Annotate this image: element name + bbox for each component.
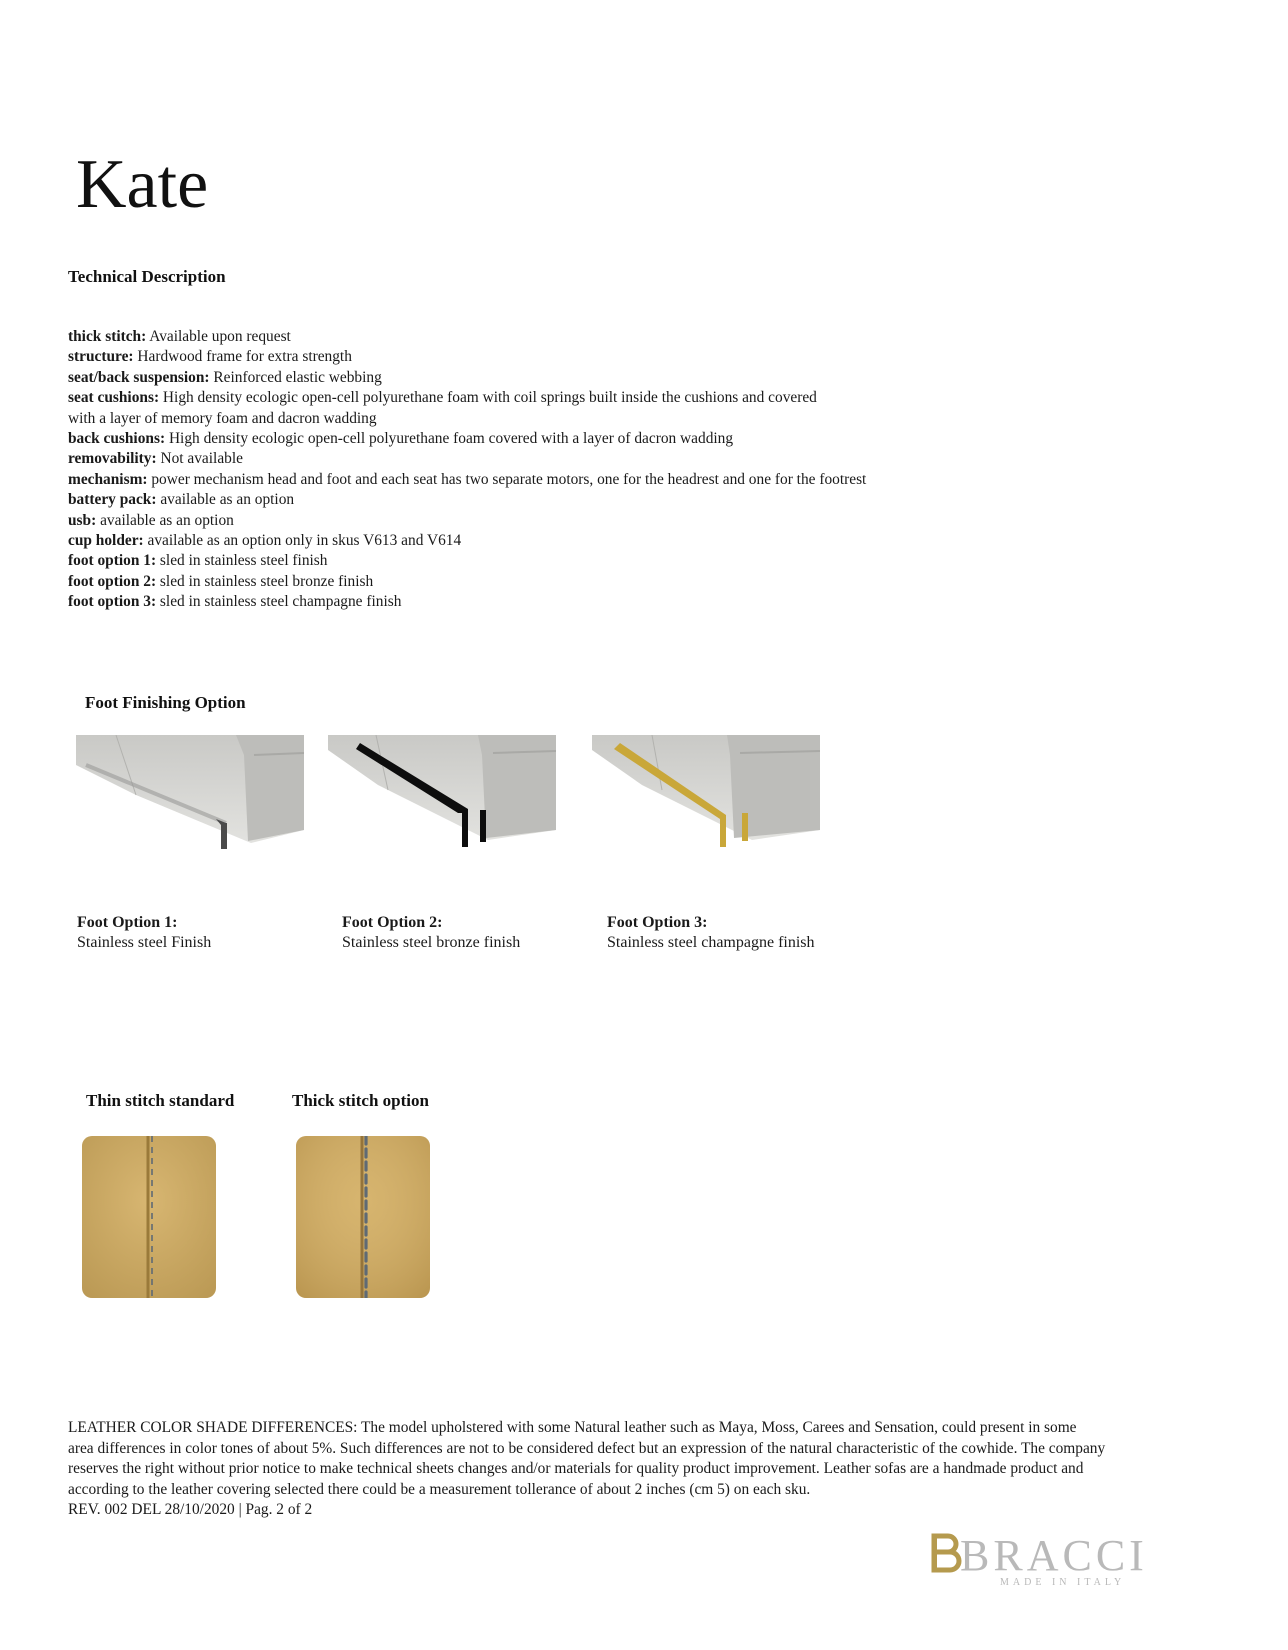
logo-tagline: MADE IN ITALY [1000,1577,1126,1588]
foot-finishing-heading: Foot Finishing Option [85,693,246,712]
foot-option-3-image [592,735,820,895]
spec-key: battery pack: [68,491,157,509]
foot-option-desc: Stainless steel champagne finish [607,934,815,951]
disclaimer-line: LEATHER COLOR SHADE DIFFERENCES: The model upholstered with some Natural leather such as Maya, Moss, Carees and Sensation, could present in some [68,1419,1077,1436]
foot-option-desc: Stainless steel bronze finish [342,934,521,951]
disclaimer-line: area differences in color tones of about 5%. Such differences are not to be considered defect but an expression of the natural characteristic of the cowhide. The company [68,1439,1106,1457]
spec-value: sled in stainless steel finish [156,552,328,570]
spec-key: thick stitch: [68,328,147,345]
foot-option-1-caption [77,913,211,953]
thick-stitch-label: Thick stitch option [292,1091,429,1110]
spec-row [68,388,1068,408]
disclaimer-line: according to the leather covering selected there could be a measurement tollerance of about 2 inches (cm 5) on each sku. [68,1480,811,1498]
spec-list [68,327,1068,613]
spec-key: seat cushions: [68,389,160,407]
foot-leg-post [221,823,227,849]
spec-value: Available upon request [146,328,291,345]
spec-value: High density ecologic open-cell polyurethane foam with coil springs built inside the cushions and covered [159,389,817,407]
spec-row [68,592,1068,612]
spec-key: removability: [68,450,157,468]
foot-option-title: Foot Option 1: [77,914,178,931]
spec-value: power mechanism head and foot and each seat has two separate motors, one for the headrest and one for the footrest [147,470,867,488]
spec-row [68,429,1068,449]
spec-row [68,449,1068,469]
disclaimer [68,1418,1228,1521]
spec-row [68,572,1068,592]
spec-value: Hardwood frame for extra strength [133,348,352,366]
spec-value: sled in stainless steel bronze finish [156,572,374,590]
foot-option-2-image [328,735,556,895]
spec-row [68,531,1068,551]
spec-row [68,368,1068,388]
foot-option-title: Foot Option 2: [342,914,443,931]
spec-value: Not available [156,450,243,468]
spec-row [68,327,1068,347]
bracci-logo [930,1528,1200,1588]
spec-key: usb: [68,511,97,529]
foot-leg-post [480,810,486,842]
spec-row [68,511,1068,531]
product-title: Kate [76,146,209,223]
spec-key: foot option 2: [68,572,157,590]
spec-value: available as an option [156,491,295,509]
spec-key: seat/back suspension: [68,368,210,386]
thick-stitch-swatch [296,1136,430,1298]
thin-stitch-swatch [82,1136,216,1298]
spec-key: structure: [68,348,134,366]
spec-key: foot option 1: [68,552,157,570]
spec-key: cup holder: [68,532,144,550]
spec-value: available as an option only in skus V613 and V614 [143,532,462,550]
foot-option-3-caption [607,913,815,953]
thin-stitch-label: Thin stitch standard [86,1091,235,1110]
technical-description-heading: Technical Description [68,267,226,286]
spec-key: back cushions: [68,430,166,448]
spec-key: foot option 3: [68,593,157,611]
spec-continuation: with a layer of memory foam and dacron wadding [68,409,377,427]
spec-value: Reinforced elastic webbing [209,368,382,386]
spec-row [68,551,1068,571]
spec-row [68,470,1068,490]
logo-mark [932,1536,959,1570]
logo-wordmark: BRACCI [960,1531,1148,1580]
foot-leg-post [742,813,748,841]
spec-key: mechanism: [68,470,148,488]
revision-line: REV. 002 DEL 28/10/2020 | Pag. 2 of 2 [68,1501,313,1518]
foot-option-1-image [76,735,304,895]
foot-option-desc: Stainless steel Finish [77,934,212,951]
foot-option-2-caption [342,913,520,953]
spec-row [68,490,1068,510]
spec-row [68,347,1068,367]
disclaimer-line: reserves the right without prior notice to make technical sheets changes and/or materials for quality product improvement. Leather sofas are a handmade product and [68,1460,1084,1477]
spec-value: sled in stainless steel champagne finish [156,593,402,611]
foot-option-title: Foot Option 3: [607,914,708,931]
spec-value: High density ecologic open-cell polyurethane foam covered with a layer of dacron wadding [165,430,734,448]
spec-value: available as an option [96,511,234,529]
